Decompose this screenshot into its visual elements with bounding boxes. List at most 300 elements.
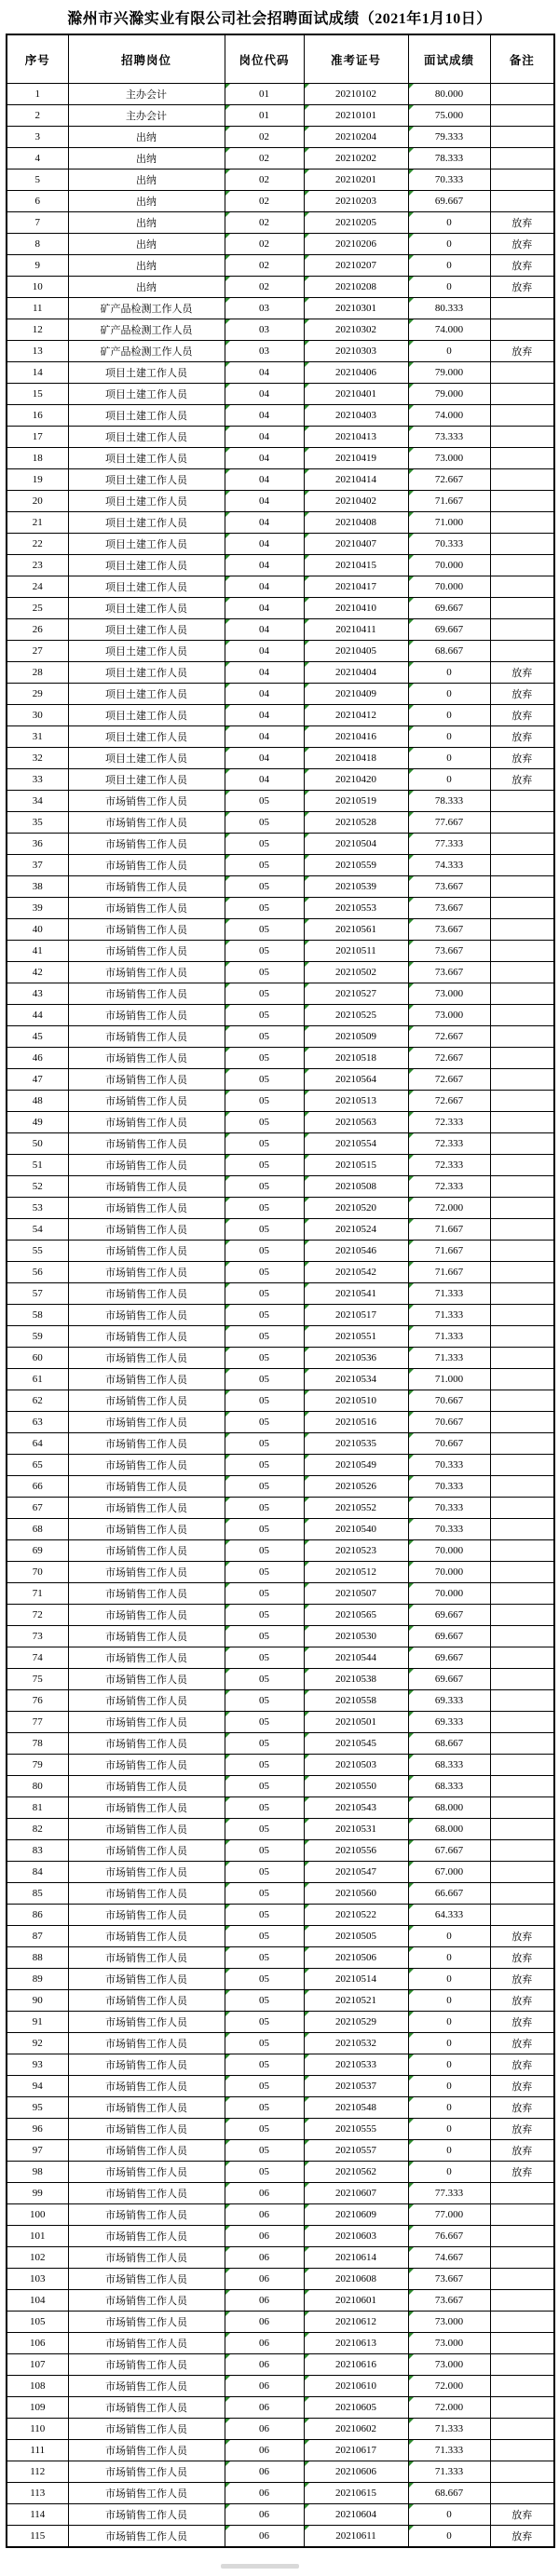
cell-exam-number: 20210208 (304, 277, 408, 298)
table-row (7, 2033, 554, 2054)
cell-code: 05 (225, 855, 304, 876)
cell-score: 0 (408, 2119, 490, 2140)
cell-exam-number: 20210206 (304, 234, 408, 255)
cell-index: 84 (7, 1862, 68, 1883)
table-row (7, 2119, 554, 2140)
cell-remark (490, 2419, 554, 2440)
table-row (7, 255, 554, 277)
cell-score: 69.667 (408, 1647, 490, 1669)
cell-code: 05 (225, 1433, 304, 1455)
cell-score: 69.667 (408, 1605, 490, 1626)
cell-code: 05 (225, 1626, 304, 1647)
interview-score-table (6, 34, 555, 2548)
cell-code: 05 (225, 983, 304, 1005)
cell-exam-number: 20210207 (304, 255, 408, 277)
cell-score: 73.000 (408, 2312, 490, 2333)
cell-code: 04 (225, 662, 304, 684)
cell-exam-number: 20210609 (304, 2204, 408, 2226)
cell-remark: 放弃 (490, 662, 554, 684)
cell-position: 出纳 (68, 169, 225, 191)
table-row (7, 2140, 554, 2162)
table-row (7, 2226, 554, 2247)
cell-position: 市场销售工作人员 (68, 2204, 225, 2226)
table-row (7, 1155, 554, 1176)
table-row (7, 1241, 554, 1262)
cell-code: 02 (225, 169, 304, 191)
cell-code: 04 (225, 684, 304, 705)
cell-position: 市场销售工作人员 (68, 1433, 225, 1455)
cell-remark (490, 384, 554, 405)
table-row (7, 1712, 554, 1733)
table-row (7, 1990, 554, 2012)
cell-code: 05 (225, 1840, 304, 1862)
cell-index: 10 (7, 277, 68, 298)
cell-position: 市场销售工作人员 (68, 1048, 225, 1069)
cell-code: 06 (225, 2204, 304, 2226)
cell-position: 出纳 (68, 234, 225, 255)
cell-score: 73.333 (408, 427, 490, 448)
cell-position: 市场销售工作人员 (68, 1905, 225, 1926)
cell-code: 06 (225, 2419, 304, 2440)
cell-exam-number: 20210410 (304, 598, 408, 619)
cell-index: 13 (7, 341, 68, 362)
cell-score: 71.333 (408, 1283, 490, 1305)
cell-score: 70.000 (408, 555, 490, 576)
table-row (7, 1455, 554, 1476)
col-header-code: 岗位代码 (225, 34, 304, 84)
cell-exam-number: 20210552 (304, 1498, 408, 1519)
table-row (7, 2354, 554, 2376)
cell-exam-number: 20210610 (304, 2376, 408, 2397)
cell-score: 0 (408, 2076, 490, 2097)
cell-exam-number: 20210203 (304, 191, 408, 212)
cell-index: 68 (7, 1519, 68, 1540)
cell-position: 市场销售工作人员 (68, 2483, 225, 2504)
cell-index: 85 (7, 1883, 68, 1905)
cell-code: 05 (225, 2012, 304, 2033)
cell-score: 70.333 (408, 169, 490, 191)
cell-position: 市场销售工作人员 (68, 1797, 225, 1819)
cell-code: 04 (225, 491, 304, 512)
cell-score: 71.000 (408, 512, 490, 534)
cell-exam-number: 20210520 (304, 1198, 408, 1219)
cell-score: 70.000 (408, 1540, 490, 1562)
cell-score: 64.333 (408, 1905, 490, 1926)
table-row (7, 1048, 554, 1069)
cell-index: 7 (7, 212, 68, 234)
cell-exam-number: 20210301 (304, 298, 408, 319)
cell-position: 市场销售工作人员 (68, 1112, 225, 1133)
cell-code: 03 (225, 341, 304, 362)
cell-position: 市场销售工作人员 (68, 1091, 225, 1112)
cell-remark (490, 362, 554, 384)
cell-index: 65 (7, 1455, 68, 1476)
table-row (7, 319, 554, 341)
cell-score: 66.667 (408, 1883, 490, 1905)
cell-code: 05 (225, 1262, 304, 1283)
cell-exam-number: 20210411 (304, 619, 408, 641)
cell-remark (490, 1498, 554, 1519)
cell-remark (490, 1562, 554, 1583)
cell-code: 05 (225, 1540, 304, 1562)
cell-code: 05 (225, 1733, 304, 1755)
cell-remark (490, 2440, 554, 2461)
cell-score: 76.667 (408, 2226, 490, 2247)
cell-index: 18 (7, 448, 68, 469)
cell-code: 05 (225, 1605, 304, 1626)
cell-exam-number: 20210614 (304, 2247, 408, 2269)
cell-exam-number: 20210550 (304, 1776, 408, 1797)
cell-exam-number: 20210557 (304, 2140, 408, 2162)
cell-score: 68.000 (408, 1797, 490, 1819)
cell-position: 项目土建工作人员 (68, 662, 225, 684)
table-row (7, 2504, 554, 2526)
cell-code: 04 (225, 726, 304, 748)
cell-code: 06 (225, 2526, 304, 2548)
cell-score: 70.667 (408, 1412, 490, 1433)
cell-position: 项目土建工作人员 (68, 427, 225, 448)
cell-score: 68.667 (408, 641, 490, 662)
cell-code: 04 (225, 748, 304, 769)
cell-position: 市场销售工作人员 (68, 1712, 225, 1733)
table-row (7, 1647, 554, 1669)
cell-score: 0 (408, 277, 490, 298)
cell-position: 项目土建工作人员 (68, 405, 225, 427)
cell-position: 市场销售工作人员 (68, 2526, 225, 2548)
table-row (7, 726, 554, 748)
cell-exam-number: 20210414 (304, 469, 408, 491)
table-row (7, 1176, 554, 1198)
cell-index: 11 (7, 298, 68, 319)
cell-remark (490, 1840, 554, 1862)
cell-code: 06 (225, 2397, 304, 2419)
cell-index: 53 (7, 1198, 68, 1219)
cell-score: 74.667 (408, 2247, 490, 2269)
cell-remark: 放弃 (490, 255, 554, 277)
cell-index: 72 (7, 1605, 68, 1626)
cell-index: 94 (7, 2076, 68, 2097)
cell-position: 市场销售工作人员 (68, 2119, 225, 2140)
cell-exam-number: 20210501 (304, 1712, 408, 1733)
cell-exam-number: 20210517 (304, 1305, 408, 1326)
cell-code: 05 (225, 1498, 304, 1519)
cell-score: 0 (408, 705, 490, 726)
cell-remark (490, 2204, 554, 2226)
cell-index: 111 (7, 2440, 68, 2461)
cell-position: 市场销售工作人员 (68, 1241, 225, 1262)
cell-remark (490, 1605, 554, 1626)
cell-position: 市场销售工作人员 (68, 812, 225, 834)
table-row (7, 983, 554, 1005)
cell-score: 75.000 (408, 105, 490, 127)
cell-position: 市场销售工作人员 (68, 1176, 225, 1198)
cell-index: 17 (7, 427, 68, 448)
cell-index: 76 (7, 1690, 68, 1712)
cell-score: 72.000 (408, 2376, 490, 2397)
cell-score: 0 (408, 726, 490, 748)
table-row (7, 1840, 554, 1862)
cell-remark (490, 448, 554, 469)
cell-index: 64 (7, 1433, 68, 1455)
cell-score: 77.333 (408, 2183, 490, 2204)
cell-remark (490, 1326, 554, 1348)
cell-score: 72.333 (408, 1133, 490, 1155)
cell-score: 71.333 (408, 1305, 490, 1326)
table-row (7, 769, 554, 791)
cell-index: 29 (7, 684, 68, 705)
cell-code: 04 (225, 362, 304, 384)
cell-remark (490, 1862, 554, 1883)
cell-index: 108 (7, 2376, 68, 2397)
cell-index: 4 (7, 148, 68, 169)
cell-remark (490, 1176, 554, 1198)
cell-code: 06 (225, 2269, 304, 2290)
cell-remark (490, 1048, 554, 1069)
cell-index: 104 (7, 2290, 68, 2312)
cell-score: 0 (408, 1926, 490, 1947)
cell-index: 32 (7, 748, 68, 769)
cell-code: 05 (225, 2054, 304, 2076)
cell-score: 67.000 (408, 1862, 490, 1883)
cell-code: 05 (225, 1583, 304, 1605)
cell-position: 市场销售工作人员 (68, 1305, 225, 1326)
cell-exam-number: 20210607 (304, 2183, 408, 2204)
cell-remark (490, 1755, 554, 1776)
cell-exam-number: 20210554 (304, 1133, 408, 1155)
cell-position: 项目土建工作人员 (68, 598, 225, 619)
cell-exam-number: 20210522 (304, 1905, 408, 1926)
cell-score: 71.667 (408, 1219, 490, 1241)
cell-position: 市场销售工作人员 (68, 1733, 225, 1755)
cell-remark (490, 1519, 554, 1540)
cell-index: 37 (7, 855, 68, 876)
cell-exam-number: 20210524 (304, 1219, 408, 1241)
table-row (7, 448, 554, 469)
cell-code: 04 (225, 576, 304, 598)
table-row (7, 1433, 554, 1455)
cell-code: 04 (225, 384, 304, 405)
cell-position: 市场销售工作人员 (68, 1390, 225, 1412)
cell-remark (490, 319, 554, 341)
cell-remark (490, 812, 554, 834)
cell-exam-number: 20210612 (304, 2312, 408, 2333)
cell-score: 71.667 (408, 1241, 490, 1262)
cell-remark: 放弃 (490, 277, 554, 298)
cell-exam-number: 20210531 (304, 1819, 408, 1840)
cell-index: 24 (7, 576, 68, 598)
cell-exam-number: 20210415 (304, 555, 408, 576)
cell-code: 05 (225, 876, 304, 898)
cell-remark (490, 1690, 554, 1712)
cell-index: 31 (7, 726, 68, 748)
cell-exam-number: 20210560 (304, 1883, 408, 1905)
cell-exam-number: 20210545 (304, 1733, 408, 1755)
cell-index: 45 (7, 1026, 68, 1048)
table-row (7, 684, 554, 705)
table-row (7, 2376, 554, 2397)
cell-index: 83 (7, 1840, 68, 1862)
cell-code: 06 (225, 2461, 304, 2483)
cell-exam-number: 20210408 (304, 512, 408, 534)
table-row (7, 2397, 554, 2419)
cell-score: 73.667 (408, 962, 490, 983)
cell-position: 市场销售工作人员 (68, 2226, 225, 2247)
cell-index: 74 (7, 1647, 68, 1669)
cell-score: 70.333 (408, 1476, 490, 1498)
cell-remark (490, 555, 554, 576)
cell-position: 市场销售工作人员 (68, 1369, 225, 1390)
cell-code: 05 (225, 2033, 304, 2054)
cell-index: 8 (7, 234, 68, 255)
table-row (7, 555, 554, 576)
cell-score: 0 (408, 2054, 490, 2076)
cell-remark (490, 619, 554, 641)
cell-exam-number: 20210506 (304, 1947, 408, 1969)
cell-remark (490, 641, 554, 662)
cell-code: 05 (225, 1369, 304, 1390)
cell-code: 05 (225, 919, 304, 941)
cell-position: 项目土建工作人员 (68, 705, 225, 726)
cell-score: 72.000 (408, 1198, 490, 1219)
cell-position: 市场销售工作人员 (68, 2461, 225, 2483)
cell-exam-number: 20210548 (304, 2097, 408, 2119)
cell-remark (490, 2312, 554, 2333)
cell-index: 47 (7, 1069, 68, 1091)
cell-remark (490, 127, 554, 148)
cell-position: 项目土建工作人员 (68, 769, 225, 791)
cell-index: 92 (7, 2033, 68, 2054)
table-row (7, 491, 554, 512)
cell-exam-number: 20210405 (304, 641, 408, 662)
cell-index: 69 (7, 1540, 68, 1562)
cell-remark (490, 1112, 554, 1133)
table-row (7, 1326, 554, 1348)
table-row (7, 1605, 554, 1626)
cell-index: 39 (7, 898, 68, 919)
cell-code: 04 (225, 405, 304, 427)
cell-score: 73.000 (408, 2333, 490, 2354)
cell-remark (490, 2376, 554, 2397)
cell-score: 73.667 (408, 2290, 490, 2312)
cell-position: 主办会计 (68, 84, 225, 105)
cell-remark (490, 941, 554, 962)
cell-position: 市场销售工作人员 (68, 2097, 225, 2119)
cell-code: 05 (225, 898, 304, 919)
cell-position: 项目土建工作人员 (68, 726, 225, 748)
cell-index: 43 (7, 983, 68, 1005)
cell-code: 05 (225, 834, 304, 855)
table-row (7, 427, 554, 448)
cell-remark (490, 1198, 554, 1219)
cell-position: 市场销售工作人员 (68, 1969, 225, 1990)
cell-exam-number: 20210543 (304, 1797, 408, 1819)
cell-code: 05 (225, 1647, 304, 1669)
cell-score: 72.333 (408, 1112, 490, 1133)
cell-code: 05 (225, 1712, 304, 1733)
cell-score: 78.333 (408, 791, 490, 812)
cell-code: 05 (225, 1112, 304, 1133)
cell-exam-number: 20210505 (304, 1926, 408, 1947)
cell-exam-number: 20210534 (304, 1369, 408, 1390)
cell-position: 市场销售工作人员 (68, 1926, 225, 1947)
cell-remark (490, 427, 554, 448)
table-row (7, 191, 554, 212)
cell-exam-number: 20210418 (304, 748, 408, 769)
cell-remark (490, 298, 554, 319)
cell-exam-number: 20210512 (304, 1562, 408, 1583)
cell-index: 9 (7, 255, 68, 277)
cell-index: 6 (7, 191, 68, 212)
table-row (7, 2054, 554, 2076)
table-row (7, 1348, 554, 1369)
cell-remark (490, 2333, 554, 2354)
page-title: 滁州市兴滁实业有限公司社会招聘面试成绩（2021年1月10日） (67, 11, 492, 27)
cell-score: 71.000 (408, 1369, 490, 1390)
table-row (7, 1797, 554, 1819)
cell-position: 市场销售工作人员 (68, 791, 225, 812)
table-row (7, 2012, 554, 2033)
cell-exam-number: 20210303 (304, 341, 408, 362)
cell-score: 70.667 (408, 1390, 490, 1412)
cell-index: 88 (7, 1947, 68, 1969)
cell-score: 70.333 (408, 1498, 490, 1519)
cell-score: 69.667 (408, 598, 490, 619)
cell-remark (490, 1283, 554, 1305)
cell-code: 04 (225, 619, 304, 641)
cell-position: 市场销售工作人员 (68, 1669, 225, 1690)
cell-exam-number: 20210546 (304, 1241, 408, 1262)
cell-remark (490, 2461, 554, 2483)
table-row (7, 2440, 554, 2461)
cell-remark: 放弃 (490, 234, 554, 255)
cell-exam-number: 20210518 (304, 1048, 408, 1069)
cell-exam-number: 20210502 (304, 962, 408, 983)
cell-exam-number: 20210529 (304, 2012, 408, 2033)
cell-remark: 放弃 (490, 1926, 554, 1947)
cell-index: 25 (7, 598, 68, 619)
cell-position: 市场销售工作人员 (68, 1283, 225, 1305)
cell-position: 市场销售工作人员 (68, 1840, 225, 1862)
cell-exam-number: 20210102 (304, 84, 408, 105)
cell-position: 市场销售工作人员 (68, 2033, 225, 2054)
table-row (7, 834, 554, 855)
cell-index: 59 (7, 1326, 68, 1348)
cell-score: 0 (408, 2526, 490, 2548)
table-row (7, 2269, 554, 2290)
cell-exam-number: 20210556 (304, 1840, 408, 1862)
cell-code: 06 (225, 2312, 304, 2333)
cell-exam-number: 20210539 (304, 876, 408, 898)
cell-score: 73.667 (408, 941, 490, 962)
cell-exam-number: 20210613 (304, 2333, 408, 2354)
cell-index: 12 (7, 319, 68, 341)
table-row (7, 84, 554, 105)
cell-position: 市场销售工作人员 (68, 2376, 225, 2397)
cell-score: 72.667 (408, 1026, 490, 1048)
cell-remark (490, 2247, 554, 2269)
cell-score: 70.000 (408, 576, 490, 598)
cell-code: 04 (225, 641, 304, 662)
cell-position: 项目土建工作人员 (68, 576, 225, 598)
cell-score: 80.333 (408, 298, 490, 319)
cell-score: 73.667 (408, 919, 490, 941)
cell-code: 05 (225, 1819, 304, 1840)
col-header-exam-number: 准考证号 (304, 34, 408, 84)
cell-exam-number: 20210553 (304, 898, 408, 919)
table-row (7, 1069, 554, 1091)
cell-index: 42 (7, 962, 68, 983)
cell-code: 02 (225, 277, 304, 298)
